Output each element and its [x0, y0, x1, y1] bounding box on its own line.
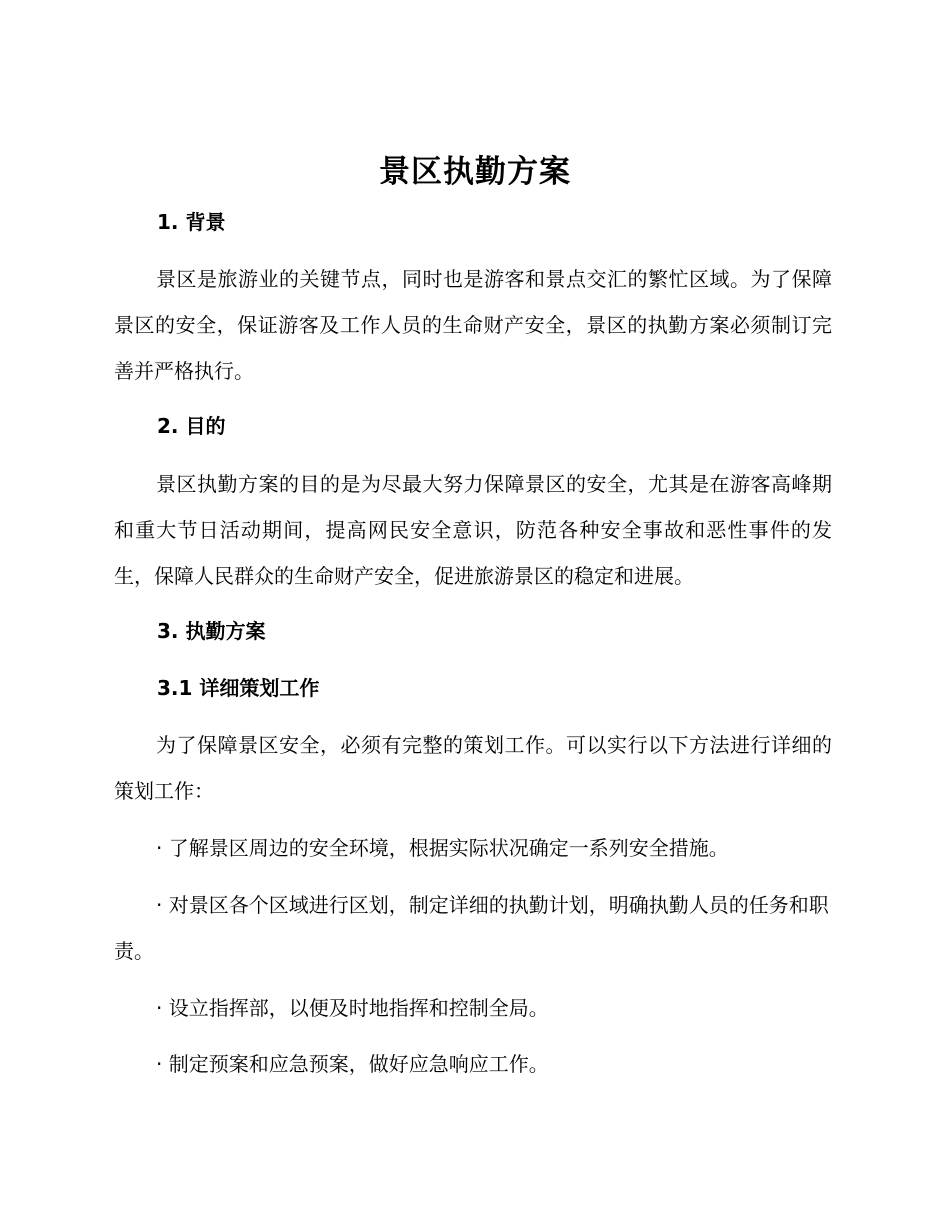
document-title: 景区执勤方案	[379, 154, 571, 190]
list-item: · 设立指挥部，以便及时地指挥和控制全局。	[156, 996, 549, 1020]
list-item: · 制定预案和应急预案，做好应急响应工作。	[156, 1052, 549, 1076]
subsection-paragraph-planning: 为了保障景区安全，必须有完整的策划工作。可以实行以下方法进行详细的策划工作：	[114, 733, 832, 803]
section-paragraph-purpose: 景区执勤方案的目的是为尽最大努力保障景区的安全，尤其是在游客高峰期和重大节日活动期间，提高网民安全意识，防范各种安全事故和恶性事件的发生，保障人民群众的生命财产安全，促进旅游景区的稳定和进展。	[114, 472, 832, 588]
subsection-heading-planning: 3.1 详细策划工作	[157, 676, 320, 700]
section-heading-purpose: 2. 目的	[157, 414, 226, 438]
section-heading-background: 1. 背景	[157, 210, 226, 234]
section-heading-duty-plan: 3. 执勤方案	[157, 619, 266, 643]
list-item: · 对景区各个区域进行区划，制定详细的执勤计划，明确执勤人员的任务和职责。	[114, 893, 829, 963]
list-item: · 了解景区周边的安全环境，根据实际状况确定一系列安全措施。	[156, 836, 729, 860]
section-paragraph-background: 景区是旅游业的关键节点，同时也是游客和景点交汇的繁忙区域。为了保障景区的安全，保证游客及工作人员的生命财产安全，景区的执勤方案必须制订完善并严格执行。	[114, 267, 832, 383]
